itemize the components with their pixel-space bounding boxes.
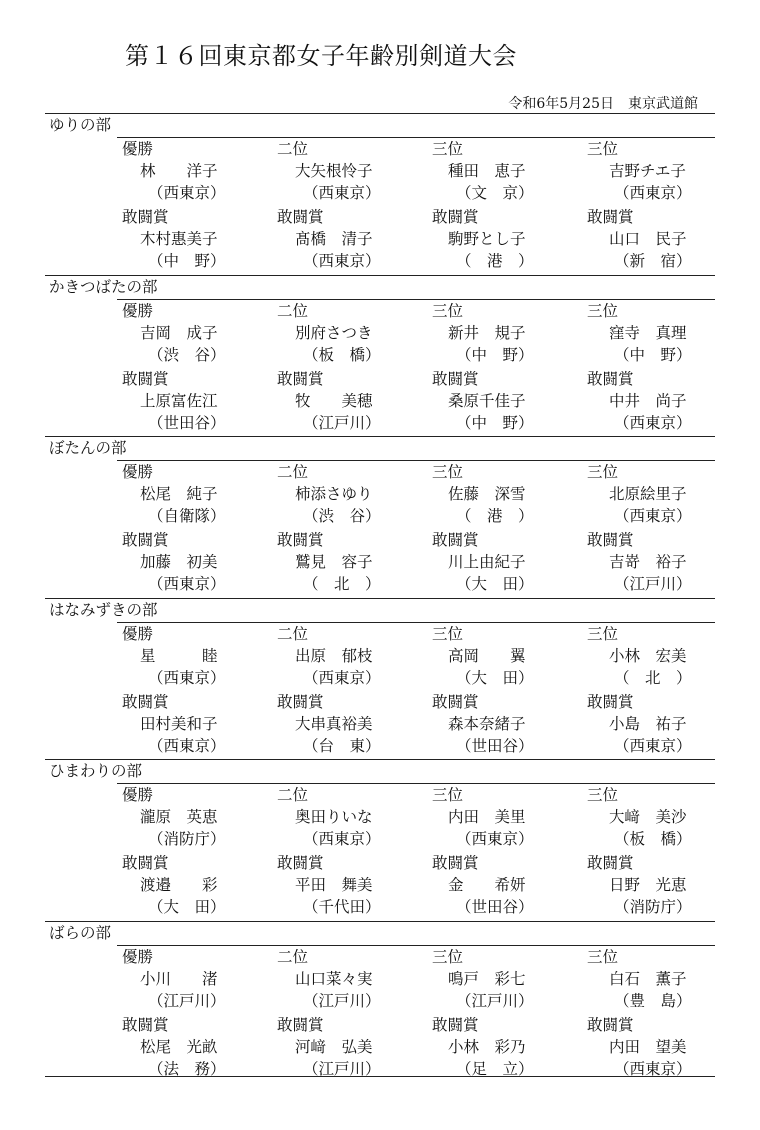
competitor-affiliation: （板 橋） [303,345,381,364]
competitor-affiliation: （台 東） [303,736,381,755]
competitor-name: 上原富佐江 [140,391,218,410]
competitor-name: 北原絵里子 [609,485,687,503]
competitor-affiliation: （中 野） [614,345,692,364]
competitor-name: 松尾 純子 [140,485,218,503]
competitor-affiliation: （江戸川） [148,991,226,1010]
competitor-affiliation: （江戸川） [614,575,692,593]
placement-label: 三位 [587,301,619,320]
competitor-name: 星 睦 [140,646,218,665]
division-name: ばらの部 [49,923,112,942]
competitor-affiliation: （西東京） [148,736,226,755]
bottom-divider [45,1076,715,1077]
placement-label: 優勝 [122,463,154,481]
competitor-name: 桑原千佳子 [448,391,526,410]
competitor-affiliation: （ 港 ） [456,507,534,525]
placement-label: 優勝 [122,624,154,643]
competitor-affiliation: （大 田） [456,575,534,593]
result-row [45,368,715,390]
competitor-name: 鷲見 容子 [295,553,373,571]
result-row [45,990,715,1012]
results-list [45,113,715,1082]
result-row [45,623,715,645]
competitor-affiliation: （渋 谷） [303,507,381,525]
prize-label: 敢闘賞 [587,692,634,711]
placement-label: 二位 [277,947,309,966]
competitor-name: 柿添さゆり [295,485,373,503]
prize-label: 敢闘賞 [432,369,479,388]
date-venue: 令和6年5月25日 東京武道館 [508,96,698,112]
competitor-affiliation: （法 務） [148,1059,226,1078]
competitor-affiliation: （西東京） [614,736,692,755]
competitor-name: 吉嵜 裕子 [609,553,687,571]
competitor-name: 中井 尚子 [609,391,687,410]
result-row [45,828,715,850]
competitor-name: 吉岡 成子 [140,323,218,342]
result-row [45,735,715,757]
competitor-name: 新井 規子 [448,323,526,342]
competitor-name: 内田 美里 [448,808,526,826]
competitor-affiliation: （西東京） [614,413,692,432]
placement-label: 優勝 [122,301,154,320]
competitor-name: 小川 渚 [140,969,218,988]
competitor-affiliation: （江戸川） [303,991,381,1010]
prize-label: 敢闘賞 [122,1015,169,1034]
placement-label: 三位 [432,786,464,804]
competitor-name: 佐藤 深雪 [448,485,526,503]
competitor-affiliation: （西東京） [614,1059,692,1078]
division-section [45,921,715,1083]
result-row [45,852,715,874]
prize-label: 敢闘賞 [122,692,169,711]
competitor-name: 小島 祐子 [609,714,687,733]
division-section [45,275,715,437]
result-row [45,806,715,828]
competitor-affiliation: （世田谷） [456,898,534,916]
competitor-name: 河﨑 弘美 [295,1037,373,1056]
result-row [45,645,715,667]
prize-label: 敢闘賞 [587,531,634,549]
competitor-affiliation: （文 京） [456,184,534,202]
placement-label: 優勝 [122,947,154,966]
competitor-name: 大串真裕美 [295,714,373,733]
result-row [45,784,715,806]
placement-label: 三位 [432,947,464,966]
division-section [45,113,715,275]
result-row [45,1014,715,1036]
result-row [45,250,715,272]
result-row [45,667,715,689]
competitor-name: 内田 望美 [609,1037,687,1056]
competitor-affiliation: （中 野） [456,345,534,364]
prize-label: 敢闘賞 [277,208,324,226]
competitor-name: 駒野とし子 [448,230,526,248]
placement-label: 二位 [277,301,309,320]
competitor-affiliation: （渋 谷） [148,345,226,364]
competitor-name: 鳴戸 彩七 [448,969,526,988]
competitor-affiliation: （大 田） [148,898,226,916]
placement-label: 三位 [587,786,619,804]
competitor-name: 奥田りいな [295,808,373,826]
placement-label: 三位 [432,140,464,158]
prize-label: 敢闘賞 [587,854,634,872]
competitor-name: 出原 郁枝 [295,646,373,665]
competitor-affiliation: （西東京） [148,668,226,687]
division-name: ぼたんの部 [49,439,127,457]
placement-label: 二位 [277,624,309,643]
competitor-affiliation: （ 北 ） [614,668,692,687]
competitor-name: 田村美和子 [140,714,218,733]
prize-label: 敢闘賞 [432,692,479,711]
competitor-name: 窪寺 真理 [609,323,687,342]
prize-label: 敢闘賞 [122,531,169,549]
division-section [45,598,715,760]
result-row [45,529,715,551]
prize-label: 敢闘賞 [432,208,479,226]
prize-label: 敢闘賞 [432,1015,479,1034]
result-row [45,344,715,366]
result-row [45,874,715,896]
competitor-name: 瀧原 英恵 [140,808,218,826]
prize-label: 敢闘賞 [432,531,479,549]
placement-label: 三位 [587,140,619,158]
competitor-affiliation: （新 宿） [614,252,692,270]
competitor-affiliation: （中 野） [456,413,534,432]
placement-label: 三位 [587,624,619,643]
division-section [45,759,715,921]
result-row [45,206,715,228]
competitor-name: 牧 美穂 [295,391,373,410]
placement-label: 三位 [587,463,619,481]
competitor-affiliation: （ 港 ） [456,252,534,270]
competitor-name: 種田 恵子 [448,162,526,180]
placement-label: 二位 [277,463,309,481]
competitor-affiliation: （豊 島） [614,991,692,1010]
placement-label: 二位 [277,140,309,158]
competitor-affiliation: （板 橋） [614,830,692,848]
competitor-affiliation: （消防庁） [614,898,692,916]
competitor-affiliation: （中 野） [148,252,226,270]
result-row [45,968,715,990]
competitor-name: 山口菜々実 [295,969,373,988]
prize-label: 敢闘賞 [587,1015,634,1034]
competitor-affiliation: （世田谷） [456,736,534,755]
division-name: ゆりの部 [49,116,112,134]
competitor-name: 小林 宏美 [609,646,687,665]
competitor-affiliation: （西東京） [614,507,692,525]
prize-label: 敢闘賞 [122,208,169,226]
competitor-name: 日野 光恵 [609,876,687,894]
result-row [45,483,715,505]
division-section [45,436,715,598]
competitor-affiliation: （足 立） [456,1059,534,1078]
result-row [45,160,715,182]
result-row [45,946,715,968]
division-name: ひまわりの部 [49,762,143,780]
prize-label: 敢闘賞 [277,854,324,872]
competitor-affiliation: （江戸川） [303,413,381,432]
prize-label: 敢闘賞 [277,1015,324,1034]
competitor-name: 白石 薫子 [609,969,687,988]
result-row [45,138,715,160]
competitor-affiliation: （西東京） [303,830,381,848]
prize-label: 敢闘賞 [277,369,324,388]
competitor-affiliation: （西東京） [148,184,226,202]
competitor-name: 加藤 初美 [140,553,218,571]
competitor-name: 大﨑 美沙 [609,808,687,826]
prize-label: 敢闘賞 [587,369,634,388]
result-row [45,390,715,412]
competitor-name: 川上由紀子 [448,553,526,571]
result-row [45,322,715,344]
competitor-affiliation: （西東京） [456,830,534,848]
competitor-affiliation: （西東京） [303,184,381,202]
placement-label: 三位 [432,301,464,320]
competitor-affiliation: （ 北 ） [303,575,381,593]
competitor-affiliation: （西東京） [148,575,226,593]
competitor-name: 高岡 翼 [448,646,526,665]
prize-label: 敢闘賞 [122,369,169,388]
result-row [45,300,715,322]
result-row [45,573,715,595]
competitor-affiliation: （自衛隊） [148,507,226,525]
competitor-affiliation: （西東京） [303,252,381,270]
prize-label: 敢闘賞 [432,854,479,872]
competitor-name: 髙橋 清子 [295,230,373,248]
competitor-name: 平田 舞美 [295,876,373,894]
result-row [45,1036,715,1058]
prize-label: 敢闘賞 [122,854,169,872]
competitor-affiliation: （江戸川） [303,1059,381,1078]
division-name: はなみずきの部 [49,600,158,619]
competitor-name: 林 洋子 [140,162,218,180]
placement-label: 三位 [432,463,464,481]
competitor-name: 金 希妍 [448,876,526,894]
result-row [45,896,715,918]
competitor-affiliation: （西東京） [614,184,692,202]
competitor-name: 木村惠美子 [140,230,218,248]
competitor-affiliation: （千代田） [303,898,381,916]
competitor-affiliation: （江戸川） [456,991,534,1010]
competitor-affiliation: （大 田） [456,668,534,687]
placement-label: 優勝 [122,140,154,158]
competitor-name: 大矢根怜子 [295,162,373,180]
placement-label: 三位 [587,947,619,966]
result-row [45,461,715,483]
competitor-name: 吉野チエ子 [609,162,686,180]
result-row [45,182,715,204]
placement-label: 三位 [432,624,464,643]
result-row [45,412,715,434]
competitor-name: 森本奈緒子 [448,714,526,733]
placement-label: 二位 [277,786,309,804]
result-row [45,505,715,527]
result-row [45,551,715,573]
prize-label: 敢闘賞 [277,531,324,549]
competitor-name: 山口 民子 [609,230,687,248]
competitor-affiliation: （世田谷） [148,413,226,432]
competitor-affiliation: （西東京） [303,668,381,687]
result-row [45,228,715,250]
result-row [45,713,715,735]
division-name: かきつばたの部 [49,277,158,296]
page-title: 第１６回東京都女子年齢別剣道大会 [125,42,517,70]
result-row [45,691,715,713]
competitor-name: 松尾 光畝 [140,1037,218,1056]
competitor-affiliation: （消防庁） [148,830,226,848]
placement-label: 優勝 [122,786,154,804]
prize-label: 敢闘賞 [277,692,324,711]
competitor-name: 別府さつき [295,323,373,342]
competitor-name: 小林 彩乃 [448,1037,526,1056]
prize-label: 敢闘賞 [587,208,634,226]
competitor-name: 渡邉 彩 [140,876,218,894]
